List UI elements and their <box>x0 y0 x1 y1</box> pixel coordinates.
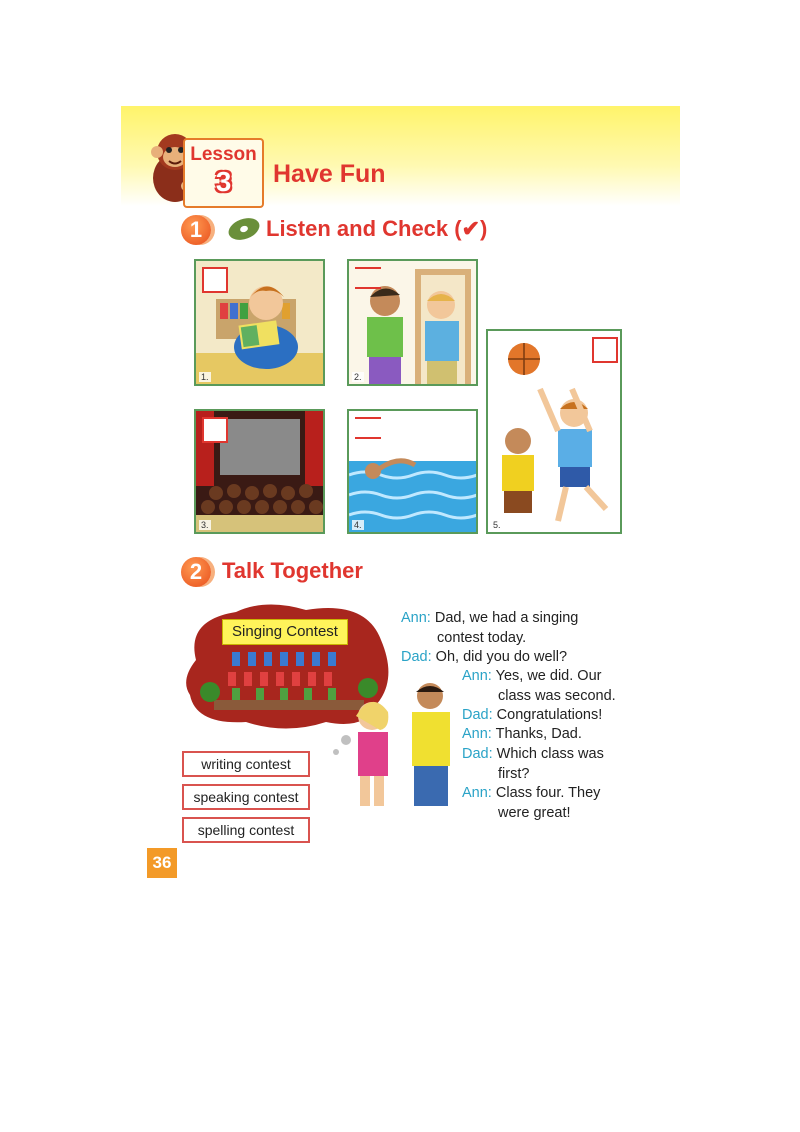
speaker-label: Dad: <box>462 746 493 762</box>
lesson-badge <box>183 138 264 208</box>
picture-panel-2 <box>347 259 478 386</box>
lesson-title: Have Fun <box>273 160 386 188</box>
answer-line-4[interactable] <box>355 417 381 419</box>
panel-number: 3. <box>201 520 209 530</box>
boys-greeting-illustration <box>349 261 476 384</box>
section-1-title: Listen and Check (✔) <box>266 216 488 241</box>
lesson-number: 3 <box>215 166 232 197</box>
panel-number: 4. <box>354 520 362 530</box>
listening-cd-icon <box>226 217 262 241</box>
panel-number: 5. <box>493 520 501 530</box>
singing-contest-banner: Singing Contest <box>222 619 348 645</box>
lesson-label: Lesson <box>190 144 257 165</box>
dialogue-line-7 <box>462 784 600 823</box>
dialogue-line-2 <box>401 648 567 668</box>
check-box-1[interactable] <box>202 267 228 293</box>
picture-panel-5 <box>486 329 622 534</box>
dialogue-text-cont: were great! <box>498 804 571 821</box>
picture-panel-4 <box>347 409 478 534</box>
dialogue-text: Congratulations! <box>496 707 603 723</box>
speaker-label: Ann: <box>462 726 492 742</box>
dialogue-text-cont: first? <box>498 765 530 782</box>
dialogue-text: Which class was <box>496 746 604 762</box>
answer-line-2[interactable] <box>355 267 381 269</box>
dialogue-text: Oh, did you do well? <box>435 649 568 665</box>
picture-panel-1 <box>194 259 325 386</box>
dialogue-text: Class four. They <box>495 785 601 801</box>
panel-number: 1. <box>201 372 209 382</box>
ann-and-dad-illustration <box>350 680 460 815</box>
dialogue-line-3 <box>462 667 616 706</box>
panel-number: 2. <box>354 372 362 382</box>
section-2-title: Talk Together <box>222 558 363 583</box>
answer-line-4b[interactable] <box>355 437 381 439</box>
option-writing-contest[interactable]: writing contest <box>182 751 310 777</box>
dialogue-text: Dad, we had a singing <box>434 610 579 626</box>
dialogue-text: Thanks, Dad. <box>495 726 582 742</box>
dialogue-line-4 <box>462 706 602 726</box>
check-box-5[interactable] <box>592 337 618 363</box>
dialogue-text-cont: contest today. <box>437 629 527 646</box>
dialogue-text: Yes, we did. Our <box>495 668 602 684</box>
speaker-label: Dad: <box>462 707 493 723</box>
dialogue-line-6 <box>462 745 604 784</box>
speaker-label: Ann: <box>462 668 492 684</box>
picture-panel-3 <box>194 409 325 534</box>
speaker-label: Ann: <box>462 785 492 801</box>
dialogue-line-5 <box>462 725 582 745</box>
speaker-label: Dad: <box>401 649 432 665</box>
section-2-number: 2 <box>181 557 211 587</box>
option-speaking-contest[interactable]: speaking contest <box>182 784 310 810</box>
dialogue-text-cont: class was second. <box>498 687 616 704</box>
section-1-number: 1 <box>181 215 211 245</box>
option-spelling-contest[interactable]: spelling contest <box>182 817 310 843</box>
check-box-3[interactable] <box>202 417 228 443</box>
dialogue-line-1 <box>401 609 578 648</box>
speaker-label: Ann: <box>401 610 431 626</box>
swimming-illustration <box>349 411 476 532</box>
answer-line-2b[interactable] <box>355 287 381 289</box>
page-number: 36 <box>147 848 177 878</box>
